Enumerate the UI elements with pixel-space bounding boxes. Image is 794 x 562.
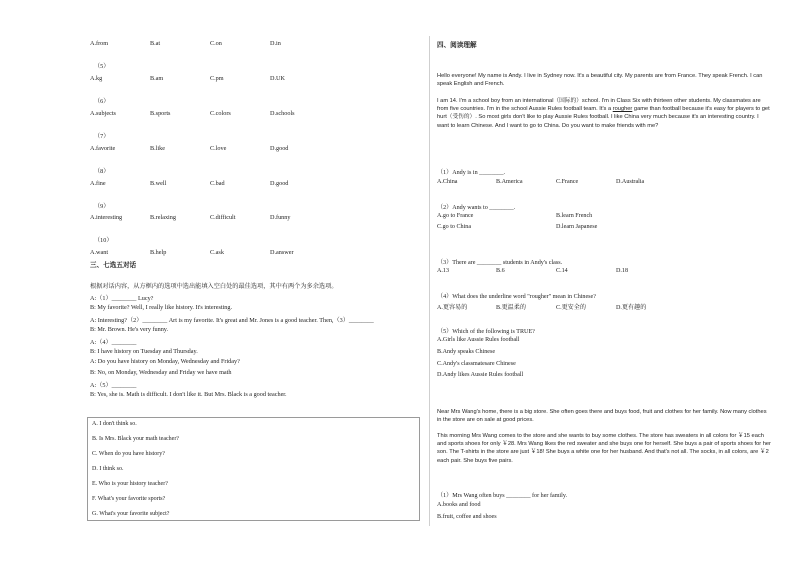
- r3-stem: （3）There are ________ students in Andy's class.: [437, 260, 563, 266]
- section-4-heading: 四、阅读理解: [437, 42, 477, 49]
- option-d[interactable]: D.更有趣的: [616, 305, 647, 311]
- dialogue-line: A:（1）________ Lucy?: [90, 295, 154, 302]
- option-d[interactable]: D.UK: [270, 75, 285, 82]
- dialogue-line: B: Yes, she is. Math is difficult. I don't like it. But Mrs. Black is a good teacher.: [90, 391, 287, 398]
- option-d[interactable]: D.good: [270, 145, 289, 152]
- passage-2-paragraph-2: This morning Mrs Wang comes to the store and she wants to buy some clothes. The store has sweaters in all colors for ￥15 each and sports shoes for only ￥28. Mrs Wang likes the red sweater and she buys one for herself. She buys a pair of sports shoes for her son. The T-shirts in the store are just ￥18! She buys a white one for her husband. And that's not all. The socks, in all colors, are ￥2 each pair. She buys five pairs.: [437, 433, 771, 464]
- option-a[interactable]: A.Girls like Aussie Rules football: [437, 337, 520, 343]
- s1-stem: （1）Mrs Wang often buys ________ for her family.: [437, 493, 567, 499]
- passage-1-paragraph-2: [437, 97, 772, 130]
- option-a[interactable]: A.favorite: [90, 145, 116, 152]
- option-b[interactable]: B.learn French: [556, 213, 593, 219]
- q6-options: [90, 110, 390, 118]
- option-d[interactable]: D.Andy likes Aussie Rules football: [437, 372, 524, 378]
- option-c[interactable]: C.colors: [210, 110, 231, 117]
- q5-options: [90, 75, 390, 83]
- option-a[interactable]: A.China: [437, 179, 458, 185]
- q8-number: （8）: [94, 168, 110, 175]
- dialogue-line: B: My favorite? Well, I really like history. It's interesting.: [90, 304, 233, 311]
- option-b[interactable]: B.help: [150, 249, 167, 256]
- q5-number: （5）: [94, 63, 110, 70]
- option-b[interactable]: B.Andy speaks Chinese: [437, 349, 496, 355]
- option-d[interactable]: D.learn Japanese: [556, 224, 598, 230]
- section-3-instructions: 根据对话内容，从方框内的选项中选出能填入空白处的最佳选项，其中有两个为多余选项。: [90, 283, 338, 290]
- underlined-word: rougher: [612, 106, 633, 113]
- option-b[interactable]: B.sports: [150, 110, 171, 117]
- option-c[interactable]: C.更安全的: [556, 305, 586, 311]
- option-a[interactable]: A.from: [90, 40, 109, 47]
- q4-options: [90, 40, 390, 48]
- option-a[interactable]: A.fine: [90, 180, 106, 187]
- option-b[interactable]: B.like: [150, 145, 165, 152]
- r1-stem: （1）Andy is in ________.: [437, 170, 506, 176]
- dialogue-line: A:（5）________: [90, 382, 137, 389]
- option-b[interactable]: B.am: [150, 75, 164, 82]
- option-c[interactable]: C.go to China: [437, 224, 472, 230]
- option-a[interactable]: A.kg: [90, 75, 103, 82]
- option-a[interactable]: A.13: [437, 268, 450, 274]
- option-a[interactable]: A.go to France: [437, 213, 474, 219]
- option-a[interactable]: A.interesting: [90, 214, 123, 221]
- option-c[interactable]: C.Andy's classmatesare Chinese: [437, 361, 516, 367]
- option-b[interactable]: B.6: [496, 268, 505, 274]
- option-a[interactable]: A.更容易的: [437, 305, 468, 311]
- option-d[interactable]: D.good: [270, 180, 289, 187]
- passage-1-paragraph-1: Hello everyone! My name is Andy. I live in Sydney now. It's a beautiful city. My parents are from France. They speak French. I can speak English and French.: [437, 73, 763, 88]
- box-option-a[interactable]: A. I don't think so.: [92, 421, 137, 427]
- option-c[interactable]: C.14: [556, 268, 568, 274]
- option-a[interactable]: A.books and food: [437, 502, 481, 508]
- dialogue-line: B: No, on Monday, Wednesday and Friday we have math: [90, 369, 232, 376]
- box-option-f[interactable]: F. What's your favorite sports?: [92, 496, 166, 502]
- paragraph-text: game than football because it's easy for players to get hurt（受伤的）. So most girls don't like to play Aussie Rules football. I like China very much because it's an interesting country. I want to learn Chinese. And I want to go to China. Do you want to make friends with me?: [437, 106, 770, 129]
- option-d[interactable]: D.in: [270, 40, 281, 47]
- dialogue-line: A: Interesting?（2）________ Art is my favorite. It's great and Mr. Jones is a good teacher. Then,（3）________: [90, 317, 374, 324]
- r5-stem: （5）Which of the following is TRUE?: [437, 329, 535, 335]
- option-b[interactable]: B.America: [496, 179, 523, 185]
- box-option-d[interactable]: D. I think so.: [92, 466, 124, 472]
- box-option-b[interactable]: B. Is Mrs. Black your math teacher?: [92, 436, 179, 442]
- q10-options: [90, 249, 390, 257]
- option-a[interactable]: A.subjects: [90, 110, 116, 117]
- option-c[interactable]: C.bad: [210, 180, 225, 187]
- option-b[interactable]: B.relaxing: [150, 214, 176, 221]
- dialogue-line: A: Do you have history on Monday, Wednesday and Friday?: [90, 358, 240, 365]
- q7-number: （7）: [94, 133, 110, 140]
- option-c[interactable]: C.ask: [210, 249, 224, 256]
- q9-options: [90, 214, 390, 222]
- r4-stem: （4）What does the underline word "rougher" mean in Chinese?: [437, 294, 596, 300]
- option-d[interactable]: D.schools: [270, 110, 295, 117]
- option-b[interactable]: B.well: [150, 180, 167, 187]
- option-d[interactable]: D.funny: [270, 214, 291, 221]
- passage-2-paragraph-1: Near Mrs Wang's home, there is a big store. She often goes there and buys food, fruit and clothes for her family. Now many clothes in the store are on sale at good prices.: [437, 409, 767, 424]
- option-b[interactable]: B.更温柔的: [496, 305, 526, 311]
- option-c[interactable]: C.pm: [210, 75, 224, 82]
- option-b[interactable]: B.at: [150, 40, 161, 47]
- option-d[interactable]: D.answer: [270, 249, 294, 256]
- dialogue-line: B: Mr. Brown. He's very funny.: [90, 326, 169, 333]
- q6-number: （6）: [94, 98, 110, 105]
- option-c[interactable]: C.love: [210, 145, 227, 152]
- q7-options: [90, 145, 390, 153]
- q9-number: （9）: [94, 203, 110, 210]
- q8-options: [90, 180, 390, 188]
- option-d[interactable]: D.18: [616, 268, 629, 274]
- option-d[interactable]: D.Australia: [616, 179, 645, 185]
- paragraph-text: I am 14. I'm a school boy from an international（国际的）school. I'm in Class Six with thirteen other students. My classmates are from five countries. I'm in the school Aussie Rules football team. It's a: [437, 98, 761, 113]
- dialogue-line: B: I have history on Tuesday and Thursday.: [90, 348, 198, 355]
- section-3-heading: 三、七选五对话: [90, 262, 137, 269]
- option-a[interactable]: A.want: [90, 249, 109, 256]
- option-c[interactable]: C.France: [556, 179, 579, 185]
- box-option-c[interactable]: C. When do you have history?: [92, 451, 165, 457]
- dialogue-line: A:（4）________: [90, 339, 137, 346]
- option-c[interactable]: C.on: [210, 40, 222, 47]
- options-box: [87, 417, 420, 521]
- option-b[interactable]: B.fruit, coffee and shoes: [437, 514, 497, 520]
- option-c[interactable]: C.difficult: [210, 214, 236, 221]
- box-option-g[interactable]: G. What's your favorite subject?: [92, 511, 170, 517]
- box-option-e[interactable]: E. Who is your history teacher?: [92, 481, 168, 487]
- q10-number: （10）: [94, 237, 113, 244]
- r2-stem: （2）Andy wants to ________.: [437, 205, 516, 211]
